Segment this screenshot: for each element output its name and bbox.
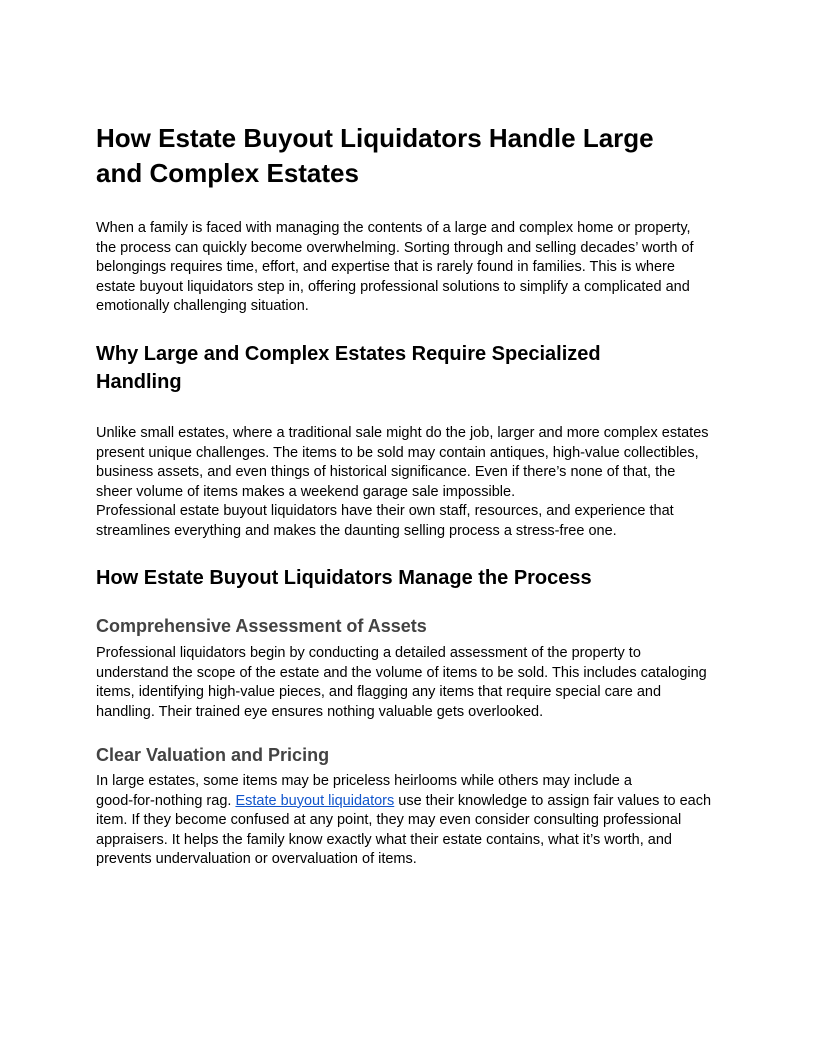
text-line [96, 792, 726, 812]
text-line: sheer volume of items makes a weekend garage sale impossible. [96, 483, 516, 500]
text-line: the process can quickly become overwhelming. Sorting through and selling decades’ worth of [96, 239, 694, 256]
title-line: How Estate Buyout Liquidators Handle Large [96, 123, 654, 153]
intro-paragraph [96, 219, 726, 317]
text-line: handling. Their trained eye ensures nothing valuable gets overlooked. [96, 703, 544, 720]
text-line: Professional liquidators begin by conducting a detailed assessment of the property to [96, 645, 641, 661]
estate-buyout-liquidators-link[interactable]: Estate buyout liquidators [235, 792, 395, 809]
page-title [96, 121, 726, 191]
text-line: appraisers. It helps the family know exactly what their estate contains, what it’s worth, and [96, 831, 672, 848]
text-line: emotionally challenging situation. [96, 298, 309, 315]
text-line: prevents undervaluation or overvaluation of items. [96, 851, 417, 868]
subheading-assessment [96, 614, 726, 638]
section-why-paragraph [96, 424, 726, 542]
text-line: business assets, and even things of historical significance. Even if there’s none of that, the [96, 464, 676, 481]
text-line: present unique challenges. The items to be sold may contain antiques, high-value collectibles, [96, 444, 699, 461]
text-line: In large estates, some items may be priceless heirlooms while others may include a [96, 773, 632, 789]
heading-line: Why Large and Complex Estates Require Specialized [96, 343, 601, 365]
text-line: Unlike small estates, where a traditional sale might do the job, larger and more complex estates [96, 425, 709, 441]
valuation-paragraph [96, 772, 726, 870]
heading-line: Handling [96, 371, 182, 393]
heading-line: Clear Valuation and Pricing [96, 745, 330, 765]
text-line: streamlines everything and makes the daunting selling process a stress-free one. [96, 522, 617, 539]
title-line: and Complex Estates [96, 158, 359, 188]
text-line: item. If they become confused at any point, they may even consider consulting professional [96, 812, 682, 829]
text-line: belongings requires time, effort, and expertise that is rarely found in families. This is where [96, 259, 675, 276]
text-line: items, identifying high-value pieces, and flagging any items that require special care and [96, 684, 662, 701]
section-heading-why [96, 340, 726, 396]
heading-line: How Estate Buyout Liquidators Manage the Process [96, 567, 592, 589]
text-line: estate buyout liquidators step in, offering professional solutions to simplify a complicated and [96, 278, 690, 295]
text-segment: good-for-nothing rag. [96, 792, 236, 809]
subheading-valuation [96, 743, 726, 767]
assessment-paragraph [96, 644, 726, 722]
text-line: When a family is faced with managing the contents of a large and complex home or property, [96, 220, 691, 236]
text-segment: use their knowledge to assign fair values to each [394, 792, 712, 809]
text-line: understand the scope of the estate and the volume of items to be sold. This includes cataloging [96, 664, 707, 681]
section-heading-how [96, 564, 726, 592]
heading-line: Comprehensive Assessment of Assets [96, 616, 427, 636]
text-line: Professional estate buyout liquidators have their own staff, resources, and experience that [96, 503, 674, 520]
